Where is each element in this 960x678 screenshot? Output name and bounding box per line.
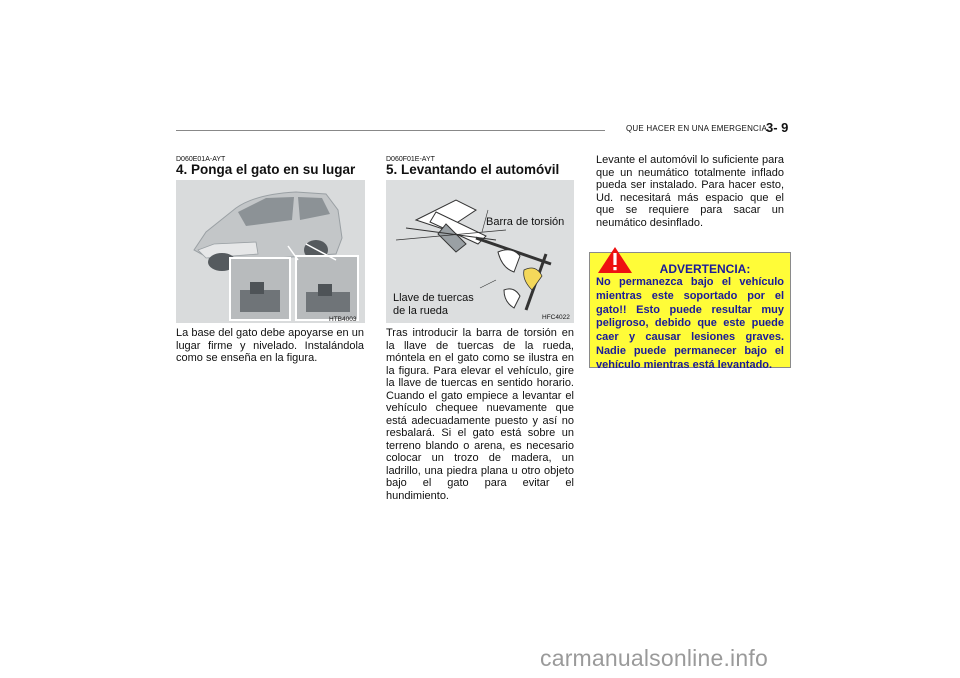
paragraph-col1: La base del gato debe apoyarse en un lugar firme y nivelado. Instalándola como se enseña en la figura. xyxy=(176,327,364,364)
watermark: carmanualsonline.info xyxy=(540,645,768,671)
label-llave-2: de la rueda xyxy=(393,305,449,317)
figure-code-2: HFC4022 xyxy=(542,314,570,321)
section-title: QUE HACER EN UNA EMERGENCIA xyxy=(626,124,767,133)
warning-text: No permanezca bajo el vehículo mientras este soportado por el gato!! Esto puede resultar muy peligroso, debido que este puede caer y causar lesiones graves. Nadie puede permanecer bajo el vehículo mientras está levantado. xyxy=(596,276,784,371)
section-code-1: D060E01A-AYT xyxy=(176,156,226,163)
car-illustration xyxy=(176,180,365,323)
warning-title: ADVERTENCIA: xyxy=(659,262,751,276)
label-barra-torsion: Barra de torsión xyxy=(486,216,565,228)
header-rule xyxy=(176,130,605,131)
paragraph-col2: Tras introducir la barra de torsión en la llave de tuercas de la rueda, móntela en el gato como se ilustra en la figura. Para elevar el vehículo, gire la llave de tuercas en sentido horario. Cuando el gato empiece a levantar el vehículo chequee nuevamente que está adecuadamente puesto y así no resbalará. Si el gato está sobre un terreno blando o arena, es necesario colocar un trozo de madera, un ladrillo, una piedra plana u otro objeto bajo el gato para evitar el hundimiento. xyxy=(386,327,574,502)
paragraph-col3: Levante el automóvil lo suficiente para que un neumático totalmente inflado pueda ser instalado. Para hacer esto, Ud. necesitará más espacio que el que se requiere para sacar un neumático desinflado. xyxy=(596,154,784,229)
heading-5: 5. Levantando el automóvil xyxy=(386,162,560,177)
figure-code-1: HTB4003 xyxy=(329,316,357,323)
section-code-2: D060F01E-AYT xyxy=(386,156,435,163)
car-jack-figure xyxy=(176,180,365,323)
page-number: 3- 9 xyxy=(766,120,789,135)
label-llave-1: Llave de tuercas xyxy=(393,292,474,304)
warning-box xyxy=(589,252,791,371)
heading-4: 4. Ponga el gato en su lugar xyxy=(176,162,356,177)
